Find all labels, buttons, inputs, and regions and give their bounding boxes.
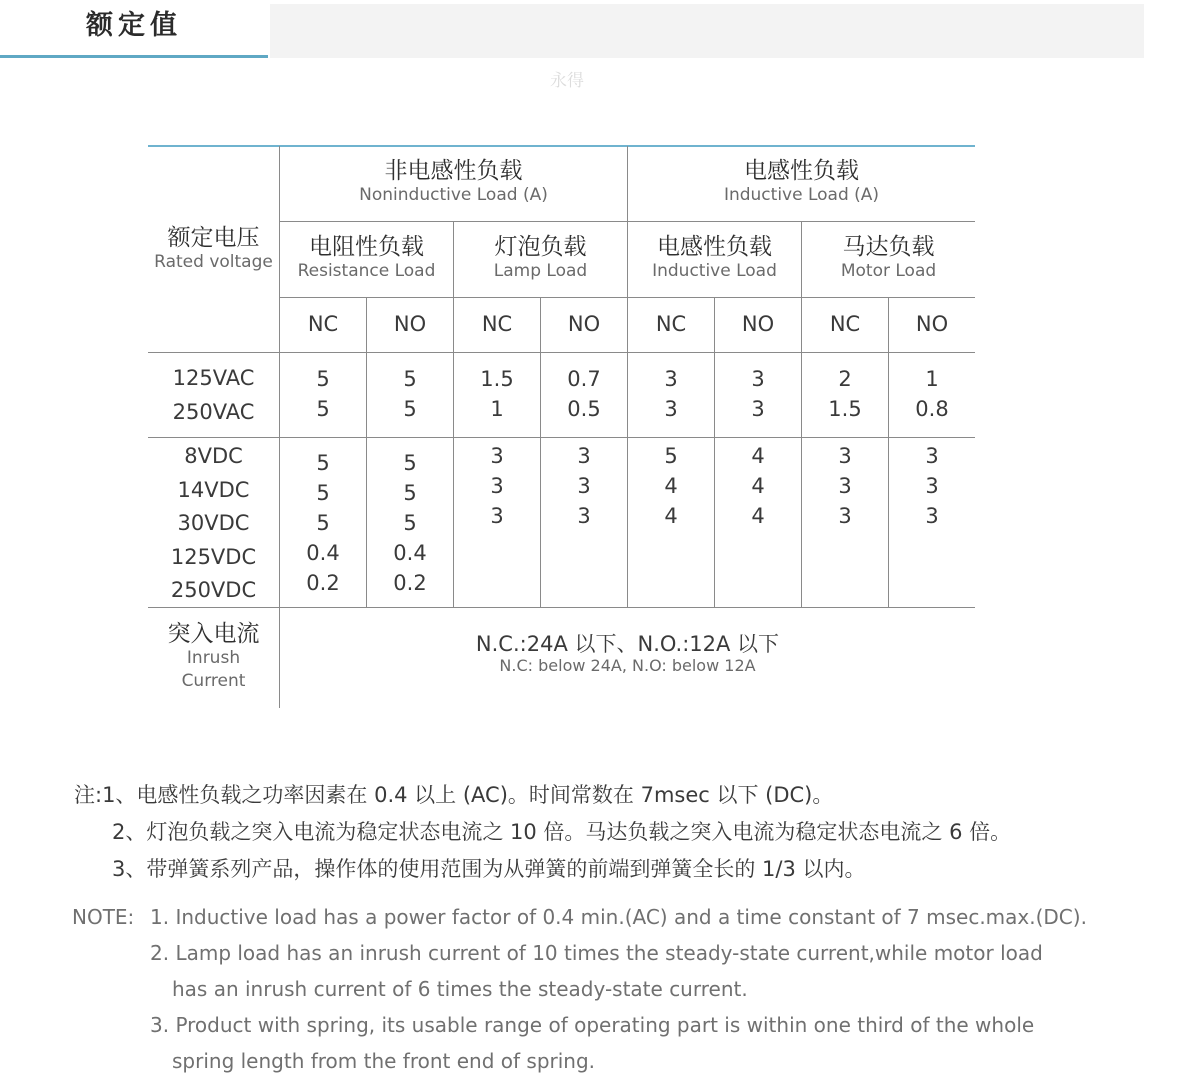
contact-header: NO	[393, 312, 427, 336]
note-zh-line: 3、带弹簧系列产品，操作体的使用范围为从弹簧的前端到弹簧全长的 1/3 以内。	[112, 857, 866, 881]
contact-header: NC	[307, 312, 339, 336]
value-cell: 5	[403, 367, 417, 391]
value-cell: 3	[577, 474, 591, 498]
value-cell: 5	[316, 397, 330, 421]
inrush-en: Inrush	[186, 648, 241, 669]
inrush-value	[280, 632, 975, 677]
voltage-label: 30VDC	[177, 511, 250, 535]
inductive-en: Inductive Load (A)	[723, 185, 880, 206]
contact-header: NC	[655, 312, 687, 336]
dc-voltage-list	[148, 440, 279, 608]
note-en-line: 1. Inductive load has a power factor of 0.4 min.(AC) and a time constant of 7 msec.max.(DC).	[150, 905, 1087, 929]
value-cell: 1	[490, 397, 504, 421]
inrush-en: Current	[181, 671, 246, 692]
inductive-header	[628, 158, 975, 207]
inrush-header	[148, 621, 279, 693]
value-cell: 3	[664, 367, 678, 391]
value-cell: 0.4	[306, 541, 340, 565]
value-cell: 0.4	[393, 541, 427, 565]
inrush-zh: 突入电流	[167, 621, 260, 647]
contact-header: NO	[915, 312, 949, 336]
page-title: 额定值	[86, 10, 182, 41]
value-cell: 3	[577, 444, 591, 468]
dc-values-col	[367, 448, 453, 598]
table-rule	[148, 352, 975, 353]
note-en-line: has an inrush current of 6 times the steady-state current.	[172, 977, 748, 1001]
value-cell: 1	[925, 367, 939, 391]
value-cell: 5	[316, 451, 330, 475]
value-cell: 4	[664, 504, 678, 528]
value-cell: 3	[577, 504, 591, 528]
value-cell: 0.5	[567, 397, 601, 421]
value-cell: 0.8	[915, 397, 949, 421]
note-zh-line: 注:1、电感性负载之功率因素在 0.4 以上 (AC)。时间常数在 7msec 以下 (DC)。	[74, 783, 834, 807]
value-cell: 5	[316, 367, 330, 391]
value-cell: 4	[751, 474, 765, 498]
value-cell: 5	[403, 397, 417, 421]
value-cell: 4	[664, 474, 678, 498]
noninductive-en: Noninductive Load (A)	[359, 185, 548, 206]
inductive-load-header	[628, 234, 801, 283]
value-cell: 5	[664, 444, 678, 468]
resistance-zh: 电阻性负载	[309, 234, 424, 260]
note-en-line: 2. Lamp load has an inrush current of 10 times the steady-state current,while motor load	[150, 941, 1043, 965]
table-top-rule	[148, 145, 975, 147]
value-cell: 2	[838, 367, 852, 391]
rated-voltage-header	[148, 225, 279, 274]
value-cell: 3	[751, 367, 765, 391]
value-cell: 3	[838, 504, 852, 528]
ac-values-col	[715, 364, 801, 424]
value-cell: 5	[403, 481, 417, 505]
watermark: 永得	[550, 71, 584, 91]
contact-header: NC	[829, 312, 861, 336]
noninductive-zh: 非电感性负载	[384, 158, 523, 184]
ac-values-col	[802, 364, 888, 424]
voltage-label: 14VDC	[177, 477, 250, 502]
dc-values-col	[541, 441, 627, 531]
value-cell: 5	[316, 511, 330, 535]
lamp-zh: 灯泡负载	[494, 234, 587, 260]
note-zh-line: 2、灯泡负载之突入电流为稳定状态电流之 10 倍。马达负载之突入电流为稳定状态电流之 6 倍。	[112, 820, 1012, 844]
dc-values-col	[628, 441, 714, 531]
motor-zh: 马达负载	[842, 234, 935, 260]
value-cell: 1.5	[828, 397, 862, 421]
motor-load-header	[802, 234, 975, 283]
inductive-zh: 电感性负载	[744, 158, 859, 184]
inductive-sub-en: Inductive Load	[652, 261, 777, 282]
value-cell: 4	[751, 504, 765, 528]
ac-values-col	[280, 364, 366, 424]
value-cell: 3	[490, 504, 504, 528]
value-cell: 0.2	[306, 571, 340, 595]
lamp-load-header	[454, 234, 627, 283]
dc-values-col	[889, 441, 975, 531]
note-en-line: 3. Product with spring, its usable range of operating part is within one third of the whole	[150, 1013, 1035, 1037]
value-cell: 3	[490, 444, 504, 468]
ac-voltage-list	[148, 362, 279, 429]
inrush-value-zh: N.C.:24A 以下、N.O.:12A 以下	[475, 632, 780, 656]
ac-values-col	[454, 364, 540, 424]
voltage-label: 125VAC	[172, 366, 255, 390]
value-cell: 3	[664, 397, 678, 421]
dc-values-col	[802, 441, 888, 531]
value-cell: 3	[490, 474, 504, 498]
contact-header: NC	[481, 312, 513, 336]
voltage-label: 250VAC	[172, 399, 255, 424]
value-cell: 0.2	[393, 571, 427, 595]
value-cell: 5	[403, 451, 417, 475]
inductive-sub-zh: 电感性负载	[657, 234, 772, 260]
dc-values-col	[454, 441, 540, 531]
resistance-load-header	[280, 234, 453, 283]
value-cell: 4	[751, 444, 765, 468]
value-cell: 3	[925, 474, 939, 498]
ac-values-col	[541, 364, 627, 424]
contact-header: NO	[741, 312, 775, 336]
note-en-label: NOTE:	[72, 905, 135, 929]
rated-voltage-zh: 额定电压	[167, 225, 260, 251]
ac-values-col	[367, 364, 453, 424]
inrush-value-en: N.C: below 24A, N.O: below 12A	[499, 656, 756, 676]
voltage-label: 250VDC	[170, 578, 257, 602]
ac-values-col	[889, 364, 975, 424]
voltage-label: 8VDC	[184, 444, 243, 468]
value-cell: 3	[925, 444, 939, 468]
table-rule	[148, 437, 975, 438]
note-en-line: spring length from the front end of spring.	[172, 1049, 596, 1073]
resistance-en: Resistance Load	[297, 261, 436, 282]
value-cell: 3	[925, 504, 939, 528]
dc-values-col	[280, 448, 366, 598]
value-cell: 0.7	[567, 367, 601, 391]
lamp-en: Lamp Load	[493, 261, 588, 282]
value-cell: 3	[751, 397, 765, 421]
contact-header: NO	[567, 312, 601, 336]
motor-en: Motor Load	[840, 261, 937, 282]
value-cell: 3	[838, 444, 852, 468]
dc-values-col	[715, 441, 801, 531]
value-cell: 1.5	[480, 367, 514, 391]
value-cell: 3	[838, 474, 852, 498]
value-cell: 5	[316, 481, 330, 505]
rated-voltage-en: Rated voltage	[154, 252, 273, 273]
noninductive-header	[280, 158, 627, 207]
ac-values-col	[628, 364, 714, 424]
voltage-label: 125VDC	[170, 544, 257, 569]
value-cell: 5	[403, 511, 417, 535]
table-divider	[279, 146, 280, 708]
